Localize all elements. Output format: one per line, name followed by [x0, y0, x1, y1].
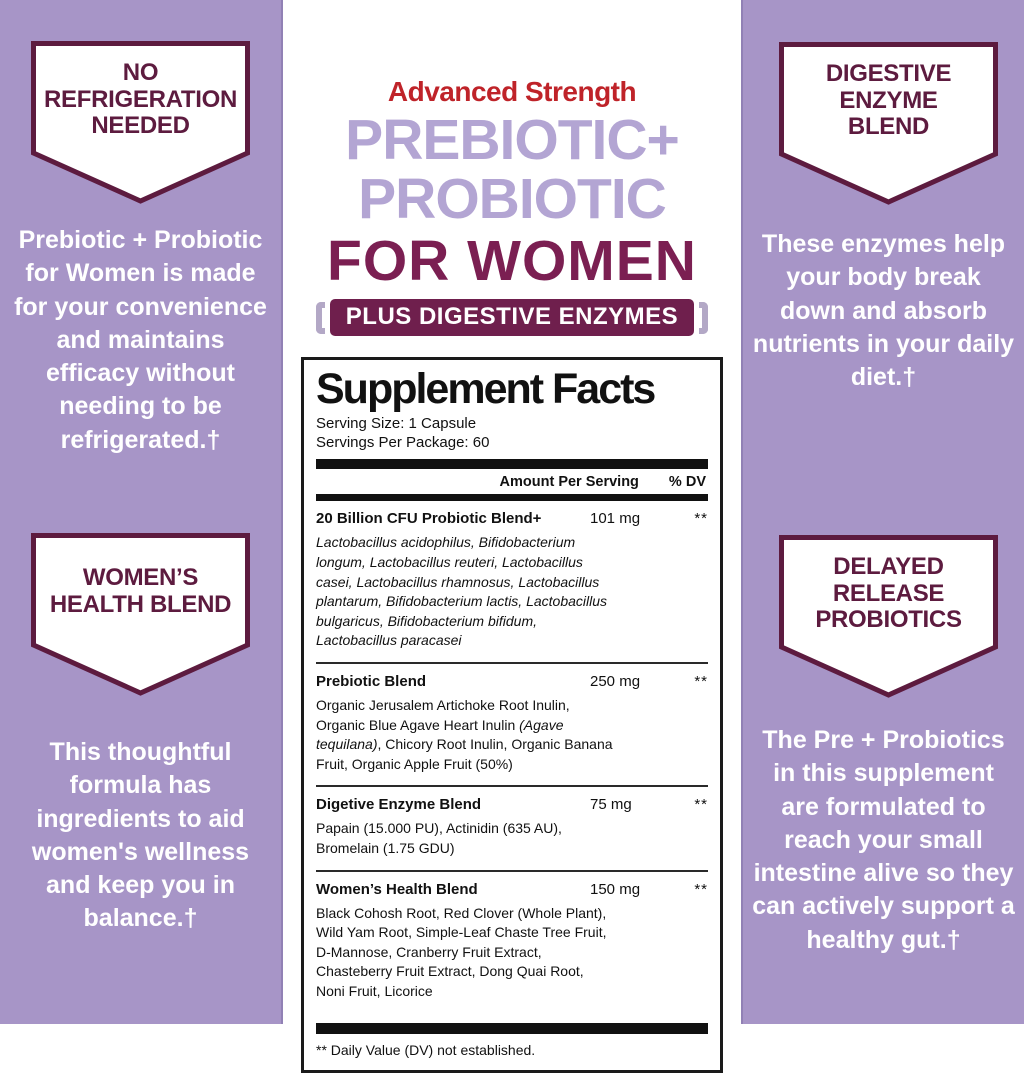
ingredient-name: Prebiotic Blend	[316, 672, 427, 690]
delayed-release-badge	[779, 535, 998, 699]
divider-bar	[316, 459, 708, 469]
ingredient-detail-latin: (Agave tequilana)	[316, 716, 564, 753]
ingredient-amount: 75 mg	[590, 796, 632, 814]
badge-title	[787, 543, 990, 645]
row-header	[316, 510, 708, 527]
product-title-line1: PREBIOTIC+	[345, 108, 679, 172]
divider-bar	[316, 1023, 708, 1034]
badge-line: REFRIGERATION	[44, 85, 237, 113]
ingredient-detail: Papain (15.000 PU), Actinidin (635 AU), Bromelain (1.75 GDU)	[316, 820, 562, 856]
ingredient-detail-text: Organic Jerusalem Artichoke Root Inulin, Organic Blue Agave Heart Inulin	[316, 696, 570, 733]
ingredient-name: 20 Billion CFU Probiotic Blend+	[316, 510, 542, 528]
supplement-facts-panel	[301, 357, 723, 1072]
ingredient-amount: 101 mg	[590, 510, 641, 528]
divider-bar	[316, 494, 708, 501]
ingredient-detail	[316, 696, 614, 774]
delayed-release-description: The Pre + Probiotics in this supplement are formulated to reach your small intestine alive so they can actively support a healthy gut.†	[752, 726, 1015, 954]
ingredient-amount: 250 mg	[590, 672, 641, 690]
badge-line: NEEDED	[91, 112, 190, 140]
badge-line: PROBIOTICS	[815, 606, 962, 634]
badge-title	[39, 49, 242, 151]
percent-dv-header: % DV	[668, 474, 706, 491]
digestive-enzyme-blend-badge	[779, 42, 998, 206]
ingredient-amount: 150 mg	[590, 880, 641, 898]
womens-health-description: This thoughtful formula has ingredients to aid women's wellness and keep you in balance.†	[31, 738, 250, 933]
ingredient-detail: Black Cohosh Root, Red Clover (Whole Plant), Wild Yam Root, Simple-Leaf Chaste Tree Fruit, D-Mannose, Cranberry Fruit Extract, Chasteberry Fruit Extract, Dong Quai Root, Noni Fruit, Licorice	[316, 904, 607, 999]
ingredient-dv: **	[694, 672, 708, 690]
right-callout-column	[741, 0, 1024, 1024]
table-row	[316, 872, 708, 1013]
row-header	[316, 881, 708, 898]
left-callout-column	[0, 0, 283, 1024]
product-title-line3: FOR WOMEN	[327, 229, 697, 293]
no-refrigeration-badge	[31, 41, 250, 205]
badge-line: HEALTH BLEND	[49, 591, 232, 618]
badge-title	[39, 541, 242, 643]
row-header	[316, 796, 708, 813]
badge-line: ENZYME	[839, 86, 938, 114]
womens-health-blend-badge	[31, 533, 250, 697]
digestive-enzymes-banner: PLUS DIGESTIVE ENZYMES	[330, 299, 694, 336]
ingredient-detail: Lactobacillus acidophilus, Bifidobacterium longum, Lactobacillus reuteri, Lactobacillus casei, Lactobacillus rhamnosus, Lactobacillus plantarum, Bifidobacterium lactis, Lactobacillus bulgaricus, Bifidobacterium bifidum, Lactobacillus paracasei	[316, 534, 608, 649]
column-headers	[316, 469, 708, 494]
digestive-enzyme-description: These enzymes help your body break down and absorb nutrients in your daily diet.†	[752, 230, 1015, 391]
serving-size: Serving Size: 1 Capsule	[316, 415, 477, 433]
ingredient-name: Women’s Health Blend	[316, 880, 478, 898]
tagline: Advanced Strength	[387, 76, 637, 107]
badge-title	[787, 50, 990, 152]
no-refrigeration-description: Prebiotic + Probiotic for Women is made for your convenience and maintains efficacy without needing to be refrigerated.†	[14, 226, 267, 454]
right-bracket-icon	[699, 302, 708, 334]
product-title-line2: PROBIOTIC	[358, 167, 666, 231]
supplement-facts-title: Supplement Facts	[316, 365, 655, 414]
row-header	[316, 673, 708, 690]
sub-banner-row	[283, 299, 741, 336]
ingredient-name: Digetive Enzyme Blend	[316, 796, 482, 814]
badge-line: RELEASE	[832, 579, 945, 607]
table-row	[316, 501, 708, 664]
amount-per-serving-header: Amount Per Serving	[499, 474, 639, 491]
badge-line: NO	[122, 58, 159, 86]
label-center-panel	[283, 0, 741, 1058]
left-bracket-icon	[316, 302, 325, 334]
badge-line: WOMEN’S	[82, 564, 199, 592]
ingredient-detail-text: , Chicory Root Inulin, Organic Banana Fruit, Organic Apple Fruit (50%)	[316, 736, 613, 772]
ingredient-dv: **	[694, 510, 708, 528]
ingredient-dv: **	[694, 796, 708, 814]
table-row	[316, 787, 708, 871]
ingredient-dv: **	[694, 880, 708, 898]
badge-line: DELAYED	[833, 552, 944, 580]
badge-line: BLEND	[847, 113, 930, 141]
badge-line: DIGESTIVE	[825, 59, 952, 87]
servings-per-package: Servings Per Package: 60	[316, 434, 490, 452]
table-row	[316, 664, 708, 787]
dv-footnote: ** Daily Value (DV) not established.	[316, 1041, 536, 1058]
